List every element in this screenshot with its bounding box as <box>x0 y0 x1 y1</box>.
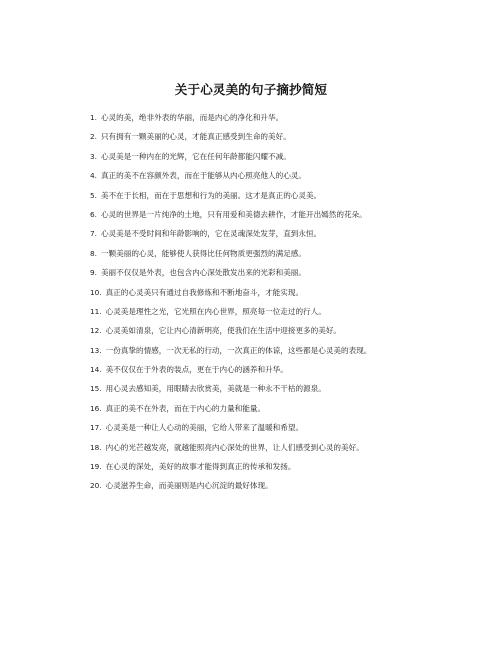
list-item <box>90 321 490 340</box>
item-text: 一份真挚的情感，一次无私的行动，一次真正的体谅，这些都是心灵美的表现。 <box>105 345 372 355</box>
item-text: 心灵美是不受时间和年龄影响的，它在灵魂深处发芽，直到永恒。 <box>100 229 322 239</box>
item-number: 7. <box>90 229 97 239</box>
list-item <box>90 244 490 263</box>
item-text: 一颗美丽的心灵，能够使人获得比任何物质更强烈的满足感。 <box>100 248 306 258</box>
item-number: 13. <box>90 345 102 355</box>
document-title: 关于心灵美的句子摘抄简短 <box>174 82 328 97</box>
item-number: 4. <box>90 171 97 181</box>
item-text: 心灵滋养生命，而美丽则是内心沉淀的最好体现。 <box>105 481 273 491</box>
item-number: 18. <box>90 442 102 452</box>
list-item <box>90 186 490 205</box>
item-text: 用心灵去感知美，用眼睛去欣赏美，美就是一种永不干枯的源泉。 <box>105 384 326 394</box>
item-text: 在心灵的深处，美好的故事才能得到真正的传承和发扬。 <box>105 462 296 472</box>
item-text: 心灵美是一种让人心动的美丽，它给人带来了温暖和希望。 <box>105 423 304 433</box>
list-item <box>90 438 490 457</box>
item-text: 美不在于长相，而在于思想和行为的美丽。这才是真正的心灵美。 <box>100 190 322 200</box>
item-number: 12. <box>90 326 102 336</box>
item-text: 心灵美如清泉，它让内心清新明亮，使我们在生活中迎接更多的美好。 <box>105 326 342 336</box>
item-text: 真正的美不在外表，而在于内心的力量和能量。 <box>105 403 266 413</box>
list-item <box>90 127 490 146</box>
item-text: 真正的美不在容颜外表，而在于能够从内心照亮他人的心灵。 <box>100 171 306 181</box>
item-text: 只有拥有一颗美丽的心灵，才能真正感受到生命的美好。 <box>100 132 291 142</box>
item-number: 3. <box>90 151 97 161</box>
item-text: 心灵美是一种内在的光辉，它在任何年龄都能闪耀不减。 <box>100 151 291 161</box>
list-item <box>90 205 490 224</box>
item-number: 17. <box>90 423 102 433</box>
item-number: 19. <box>90 462 102 472</box>
list-item <box>90 341 490 360</box>
list-item <box>90 457 490 476</box>
list-item <box>90 418 490 437</box>
item-number: 2. <box>90 132 97 142</box>
item-number: 10. <box>90 287 102 297</box>
item-text: 真正的心灵美只有通过自我修炼和不断地奋斗，才能实现。 <box>105 287 304 297</box>
item-number: 20. <box>90 481 102 491</box>
item-number: 1. <box>90 113 97 122</box>
list-item <box>90 476 490 495</box>
list-item <box>90 283 490 302</box>
item-number: 8. <box>90 248 97 258</box>
item-text: 心灵美是理性之光，它光照在内心世界，照亮每一位走过的行人。 <box>105 306 326 316</box>
item-number: 5. <box>90 190 97 200</box>
item-text: 心灵的美，绝非外表的华丽，而是内心的净化和升华。 <box>100 113 284 122</box>
sentence-list <box>90 108 490 496</box>
list-item <box>90 108 490 127</box>
item-text: 美丽不仅仅是外表，也包含内心深处散发出来的光彩和美丽。 <box>100 268 306 278</box>
item-number: 9. <box>90 268 97 278</box>
list-item <box>90 360 490 379</box>
list-item <box>90 302 490 321</box>
item-number: 16. <box>90 403 102 413</box>
item-text: 心灵的世界是一片纯净的土地，只有用爱和美德去耕作，才能开出嫣然的花朵。 <box>100 209 367 219</box>
item-number: 6. <box>90 209 97 219</box>
item-text: 内心的光芒越发亮，就越能照亮内心深处的世界，让人们感受到心灵的美好。 <box>105 442 364 452</box>
item-number: 11. <box>90 306 102 316</box>
list-item <box>90 147 490 166</box>
item-number: 14. <box>90 365 102 375</box>
item-number: 15. <box>90 384 102 394</box>
list-item <box>90 399 490 418</box>
item-text: 美不仅仅在于外表的装点，更在于内心的涵养和升华。 <box>105 365 288 375</box>
list-item <box>90 224 490 243</box>
list-item <box>90 379 490 398</box>
list-item <box>90 166 490 185</box>
list-item <box>90 263 490 282</box>
